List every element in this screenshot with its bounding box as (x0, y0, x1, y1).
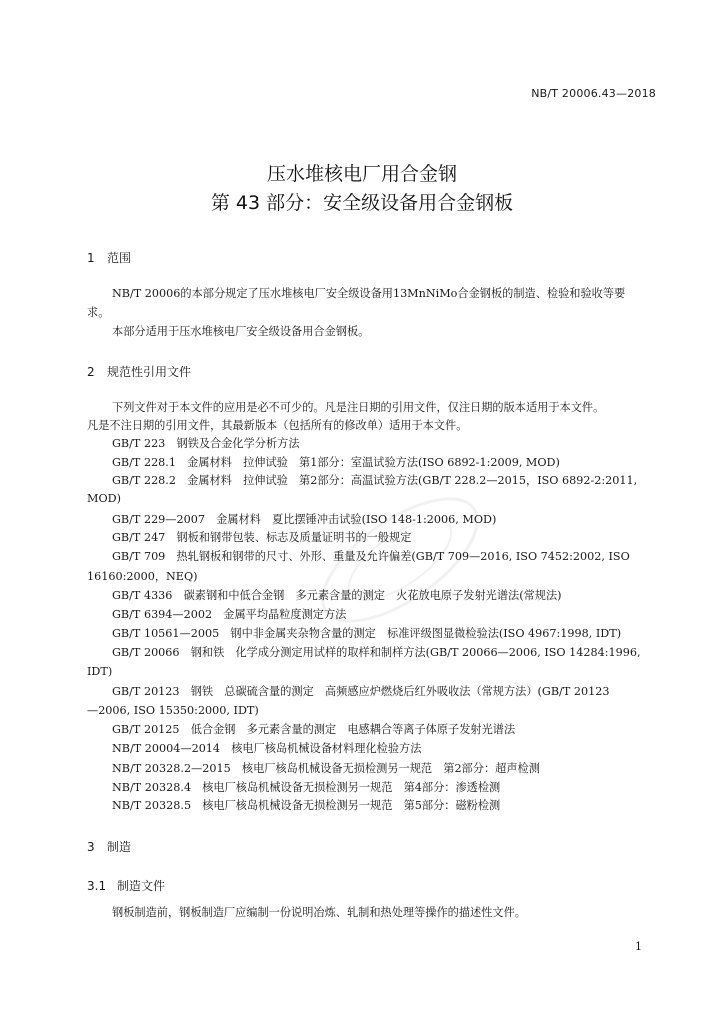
reference-item: GB/T 223 钢铁及合金化学分析方法 (112, 437, 300, 450)
reference-item-cont: 16160:2000，NEQ) (87, 570, 198, 583)
reference-item: GB/T 20123 钢铁 总碳硫含量的测定 高频感应炉燃烧后红外吸收法（常规方法）(GB/T 20123 (112, 685, 610, 698)
reference-item: GB/T 20125 低合金钢 多元素含量的测定 电感耦合等离子体原子发射光谱法 (112, 723, 516, 736)
subsection-title: 制造文件 (117, 879, 166, 893)
paragraph-line: 凡是不注日期的引用文件，其最新版本（包括所有的修改单）适用于本文件。 (87, 419, 468, 432)
reference-item-cont: IDT) (87, 665, 113, 678)
section-3-heading (87, 838, 131, 855)
subsection-number: 3.1 (87, 879, 107, 893)
reference-item: GB/T 229—2007 金属材料 夏比摆锤冲击试验(ISO 148-1:2006, MOD) (112, 513, 497, 526)
paragraph-line: 本部分适用于压水堆核电厂安全级设备用合金钢板。 (112, 325, 370, 338)
section-number: 3 (87, 840, 95, 854)
paragraph-line: 求。 (87, 306, 110, 319)
section-number: 1 (87, 251, 95, 265)
reference-item: NB/T 20328.2—2015 核电厂核岛机械设备无损检测另一规范 第2部分：超声检测 (112, 762, 540, 775)
reference-item: GB/T 4336 碳素钢和中低合金钢 多元素含量的测定 火花放电原子发射光谱法(常规法) (112, 589, 562, 602)
paragraph-line: 钢板制造前，钢板制造厂应编制一份说明冶炼、轧制和热处理等操作的描述性文件。 (112, 906, 526, 919)
reference-item: GB/T 6394—2002 金属平均晶粒度测定方法 (112, 608, 347, 621)
doc-title-part: 第 43 部分：安全级设备用合金钢板 (210, 192, 514, 214)
reference-item: NB/T 20328.4 核电厂核岛机械设备无损检测另一规范 第4部分：渗透检测 (112, 781, 501, 794)
paragraph-line: NB/T 20006的本部分规定了压水堆核电厂安全级设备用13MnNiMo合金钢板的制造、检验和验收等要 (112, 287, 626, 300)
reference-item-cont: MOD) (87, 492, 121, 505)
section-number: 2 (87, 365, 95, 379)
section-title: 制造 (107, 840, 132, 854)
subsection-3-1-heading (87, 877, 165, 894)
reference-item: GB/T 709 热轧钢板和钢带的尺寸、外形、重量及允许偏差(GB/T 709—2016, ISO 7452:2002, ISO (112, 550, 630, 563)
reference-item: GB/T 228.2 金属材料 拉伸试验 第2部分：高温试验方法(GB/T 228.2—2015，ISO 6892-2:2011, (112, 474, 638, 487)
reference-item: GB/T 10561—2005 钢中非金属夹杂物含量的测定 标准评级图显微检验法(ISO 4967:1998, IDT) (112, 627, 622, 640)
reference-item: NB/T 20004—2014 核电厂核岛机械设备材料理化检验方法 (112, 742, 422, 755)
reference-item: NB/T 20328.5 核电厂核岛机械设备无损检测另一规范 第5部分：磁粉检测 (112, 799, 501, 812)
doc-title-main: 压水堆核电厂用合金钢 (266, 163, 457, 185)
section-title: 范围 (107, 251, 132, 265)
section-1-heading (87, 249, 131, 266)
section-2-heading (87, 363, 191, 380)
paragraph-line: 下列文件对于本文件的应用是必不可少的。凡是注日期的引用文件，仅注日期的版本适用于本文件。 (112, 401, 605, 414)
reference-item-cont: —2006, ISO 15350:2000, IDT) (87, 704, 259, 717)
reference-item: GB/T 247 钢板和钢带包装、标志及质量证明书的一般规定 (112, 531, 412, 544)
section-title: 规范性引用文件 (107, 365, 192, 379)
page-number: 1 (635, 940, 642, 953)
reference-item: GB/T 20066 钢和铁 化学成分测定用试样的取样和制样方法(GB/T 20066—2006, ISO 14284:1996, (112, 646, 641, 659)
reference-item: GB/T 228.1 金属材料 拉伸试验 第1部分：室温试验方法(ISO 6892-1:2009, MOD) (112, 456, 560, 469)
standard-number: NB/T 20006.43—2018 (531, 87, 656, 100)
